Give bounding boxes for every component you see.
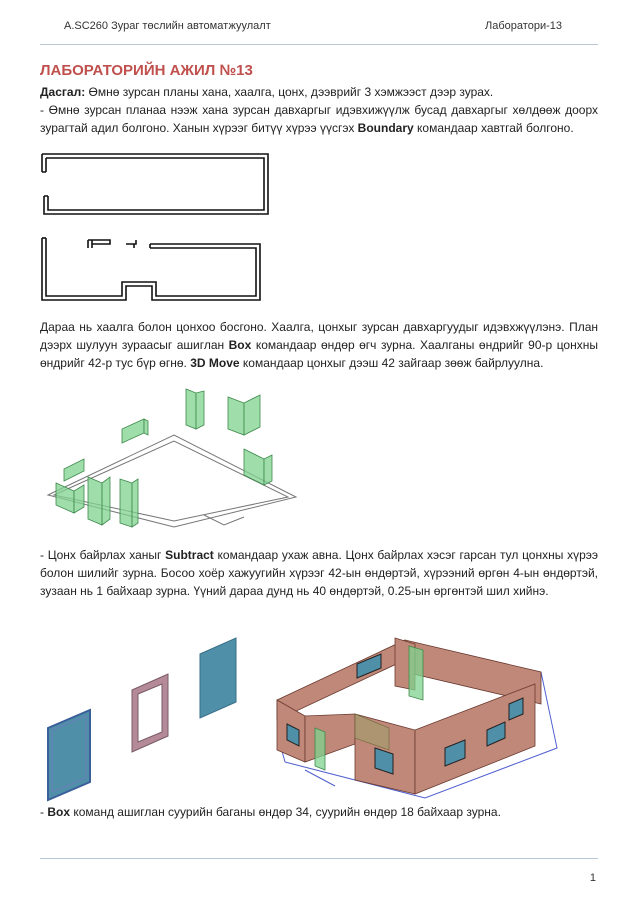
header-lab-label: Лаборатори-13 xyxy=(485,20,562,32)
subtract-text-2: командаар ухаж авна. Цонх байрлах хэсэг гарсан тул цонхны хүрээ болон шилийг зурна. Босоо хоёр хажуугийн хүрээг 42-ын өндөртэй, хүрээний өргөн 4-ын өндөртэй, зузаан нь 1 байхаар зурна. Үүний дараа дунд нь 40 өндөртэй, 0.25-ын өргөнтэй шил хийнэ. xyxy=(40,548,598,598)
window-parts-diagram xyxy=(44,630,244,806)
footer-divider xyxy=(40,858,598,859)
boundary-command: Boundary xyxy=(357,121,414,135)
page-number: 1 xyxy=(589,872,596,884)
box-command-1: Box xyxy=(228,338,252,352)
paragraph-window-frame xyxy=(40,546,598,600)
exercise-step-end: командаар хавтгай болгоно. xyxy=(413,121,574,135)
paragraph-doors-windows xyxy=(40,318,598,372)
doors-text-3: командаар цонхыг дээш 42 зайгаар зөөж байрлуулна. xyxy=(239,356,544,370)
exercise-label: Дасгал: xyxy=(40,85,86,99)
foundation-text-2: команд ашиглан суурийн баганы өндөр 34, суурийн өндөр 18 байхаар зурна. xyxy=(70,805,501,819)
doors-text-2: командаар өндөр өгч зурна. Хаалганы өндрийг 90-р цонхны өндрийг 42-р тус бүр өгнө. xyxy=(40,338,598,370)
plan-outline-diagram-2 xyxy=(38,232,278,312)
plan-outline-diagram-1 xyxy=(40,150,280,220)
subtract-command: Subtract xyxy=(165,548,214,562)
3d-doors-windows-diagram xyxy=(44,385,304,535)
box-command-2: Box xyxy=(47,805,71,819)
paragraph-exercise xyxy=(40,83,598,137)
exercise-step-text: - Өмнө зурсан планаа нээж хана зурсан давхаргыг идэвхижүүлж бусад давхаргыг хөлдөөж доорх зурагтай адил болгоно. Ханын хүрээг битүү хүрээ үүсгэх xyxy=(40,103,598,135)
exercise-intro: Өмнө зурсан планы хана, хаалга, цонх, дээврийг 3 хэмжээст дээр зурах. xyxy=(85,85,494,99)
page-title: ЛАБОРАТОРИЙН АЖИЛ №13 xyxy=(40,62,253,79)
3d-house-walls-diagram xyxy=(265,620,565,805)
3d-move-command: 3D Move xyxy=(190,356,240,370)
doors-text-1: Дараа нь хаалга болон цонхоо босгоно. Хаалга, цонхыг зурсан давхаргуудыг идэвхжүүлэнэ. План дээрх шулуун зураасыг ашиглан xyxy=(40,320,598,352)
foundation-text-1: - xyxy=(40,805,48,819)
header-divider xyxy=(40,44,598,45)
paragraph-foundation xyxy=(40,803,598,821)
subtract-text-1: - Цонх байрлах ханыг xyxy=(40,548,166,562)
header-course-title: A.SC260 Зураг төслийн автоматжуулалт xyxy=(64,20,271,32)
